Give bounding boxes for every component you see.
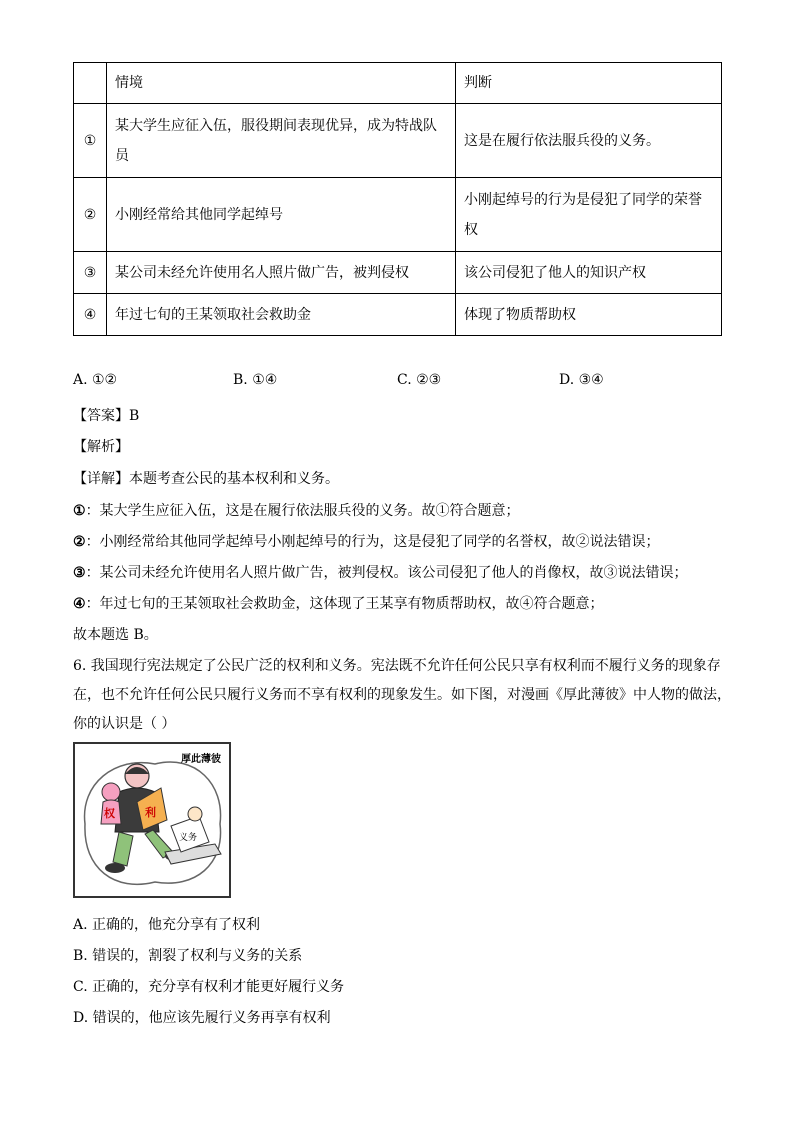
rights-char-2: 利 [145, 806, 156, 819]
point-mark: ④ [73, 596, 86, 612]
option-a[interactable]: A. ①② [73, 372, 118, 388]
option-d[interactable]: D. ③④ [559, 372, 604, 388]
judgment-cell: 体现了物质帮助权 [456, 294, 722, 336]
table-row [74, 294, 722, 336]
answer-label: 【答案】B [73, 408, 140, 424]
point-line [73, 562, 688, 582]
q6-option-d[interactable]: D. 错误的，他应该先履行义务再享有权利 [73, 1010, 331, 1026]
q6-stem: 6. 我国现行宪法规定了公民广泛的权利和义务。宪法既不允许任何公民只享有权利而不履行义务的现象存在，也不允许任何公民只履行义务而不享有权利的现象发生。如下图，对漫画《厚此薄彼》中人物的做法，你的认识是（ ） [73, 658, 731, 732]
table-row [74, 178, 722, 252]
situation-cell: 年过七旬的王某领取社会救助金 [107, 294, 456, 336]
row-index: ① [74, 104, 107, 178]
point-text: ：小刚经常给其他同学起绰号小刚起绰号的行为，这是侵犯了同学的名誉权，故②说法错误； [85, 534, 660, 550]
cartoon-drawing [75, 744, 229, 896]
duty-label: 义务 [179, 833, 198, 843]
point-mark: ③ [73, 565, 86, 581]
situation-cell: 小刚经常给其他同学起绰号 [107, 178, 456, 252]
point-text: ：年过七旬的王某领取社会救助金，这体现了王某享有物质帮助权，故④符合题意； [85, 596, 604, 612]
point-line [73, 500, 520, 520]
table-header-row [74, 63, 722, 104]
judgment-cell: 这是在履行依法服兵役的义务。 [456, 104, 722, 178]
rights-char-1: 权 [104, 807, 115, 820]
table-header-cell: 情境 [107, 63, 456, 104]
point-text: ：某公司未经允许使用名人照片做广告，被判侵权。该公司侵犯了他人的肖像权，故③说法错误； [85, 565, 688, 581]
situation-cell: 某公司未经允许使用名人照片做广告，被判侵权 [107, 252, 456, 294]
table-header-cell [74, 63, 107, 104]
q6-option-b[interactable]: B. 错误的，割裂了权利与义务的关系 [73, 948, 303, 964]
q5-options [73, 372, 723, 392]
table-row [74, 252, 722, 294]
q6-option-a[interactable]: A. 正确的，他充分享有了权利 [73, 917, 261, 933]
point-mark: ② [73, 534, 86, 550]
judgment-cell: 该公司侵犯了他人的知识产权 [456, 252, 722, 294]
judgment-cell: 小刚起绰号的行为是侵犯了同学的荣誉权 [456, 178, 722, 252]
option-c[interactable]: C. ②③ [397, 372, 442, 388]
row-index: ② [74, 178, 107, 252]
table-header-cell: 判断 [456, 63, 722, 104]
detail-line: 【详解】本题考查公民的基本权利和义务。 [73, 471, 339, 487]
point-mark: ① [73, 503, 86, 519]
analysis-label: 【解析】 [73, 439, 129, 455]
situation-judgment-table [73, 62, 722, 336]
row-index: ③ [74, 252, 107, 294]
cartoon-title: 厚此薄彼 [181, 754, 221, 765]
cartoon-image [73, 742, 231, 898]
row-index: ④ [74, 294, 107, 336]
point-text: ：某大学生应征入伍，这是在履行依法服兵役的义务。故①符合题意； [85, 503, 520, 519]
q6-option-c[interactable]: C. 正确的，充分享有权利才能更好履行义务 [73, 979, 345, 995]
situation-cell: 某大学生应征入伍，服役期间表现优异，成为特战队员 [107, 104, 456, 178]
conclusion-line: 故本题选 B。 [73, 627, 158, 643]
table-row [74, 104, 722, 178]
option-b[interactable]: B. ①④ [233, 372, 278, 388]
point-line [73, 531, 660, 551]
point-line [73, 593, 604, 613]
